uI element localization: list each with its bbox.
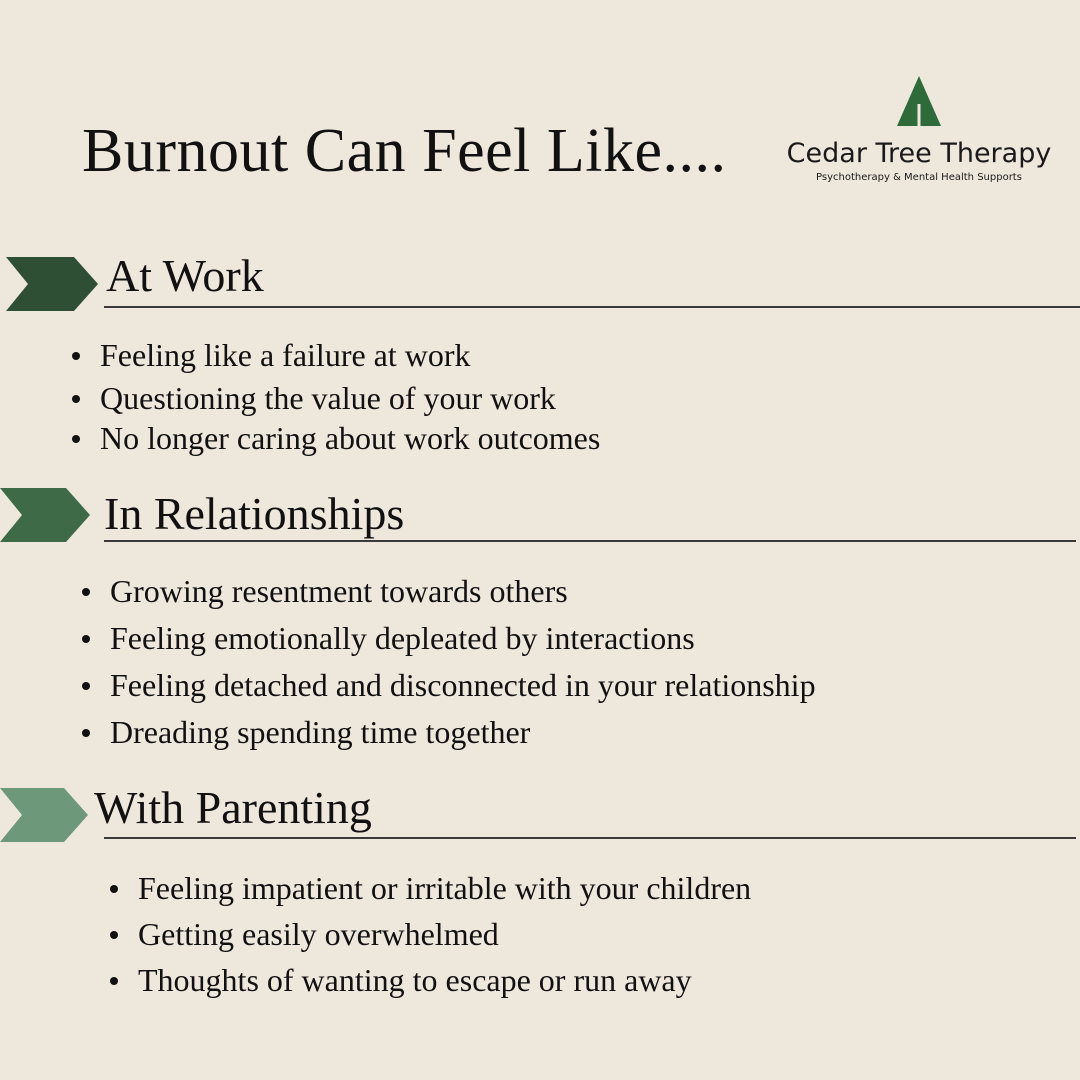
bullet-icon [110, 931, 118, 939]
list-item: Thoughts of wanting to escape or run away [110, 964, 751, 996]
bullet-icon [72, 395, 80, 403]
bullet-icon [82, 588, 90, 596]
bullet-icon [82, 729, 90, 737]
tree-icon [897, 76, 941, 134]
list-item: Feeling detached and disconnected in your relationship [82, 669, 816, 701]
list-item: Questioning the value of your work [72, 382, 600, 414]
bullet-icon [82, 635, 90, 643]
section-divider [104, 837, 1076, 839]
section-divider [104, 540, 1076, 542]
page-title: Burnout Can Feel Like.... [82, 117, 727, 185]
bullet-icon [72, 352, 80, 360]
section-chevron-icon [6, 257, 98, 311]
section-heading-with-parenting: With Parenting [94, 782, 372, 833]
in-relationships-list [82, 575, 816, 748]
list-item: Feeling emotionally depleated by interactions [82, 622, 816, 654]
bullet-icon [72, 435, 80, 443]
list-item: Feeling like a failure at work [72, 339, 600, 371]
at-work-list [72, 339, 600, 454]
list-item: No longer caring about work outcomes [72, 422, 600, 454]
list-item: Feeling impatient or irritable with your children [110, 872, 751, 904]
with-parenting-list [110, 872, 751, 996]
list-item: Dreading spending time together [82, 716, 816, 748]
section-divider [104, 306, 1080, 308]
bullet-icon [82, 682, 90, 690]
section-heading-at-work: At Work [106, 250, 264, 301]
section-chevron-icon [0, 788, 92, 842]
section-chevron-icon [0, 488, 92, 542]
list-item: Growing resentment towards others [82, 575, 816, 607]
bullet-icon [110, 885, 118, 893]
logo-tagline: Psychotherapy & Mental Health Supports [816, 172, 1022, 183]
logo-brand-name: Cedar Tree Therapy [786, 138, 1052, 169]
list-item: Getting easily overwhelmed [110, 918, 751, 950]
cedar-tree-logo [778, 74, 1060, 194]
section-heading-in-relationships: In Relationships [104, 488, 405, 539]
bullet-icon [110, 977, 118, 985]
